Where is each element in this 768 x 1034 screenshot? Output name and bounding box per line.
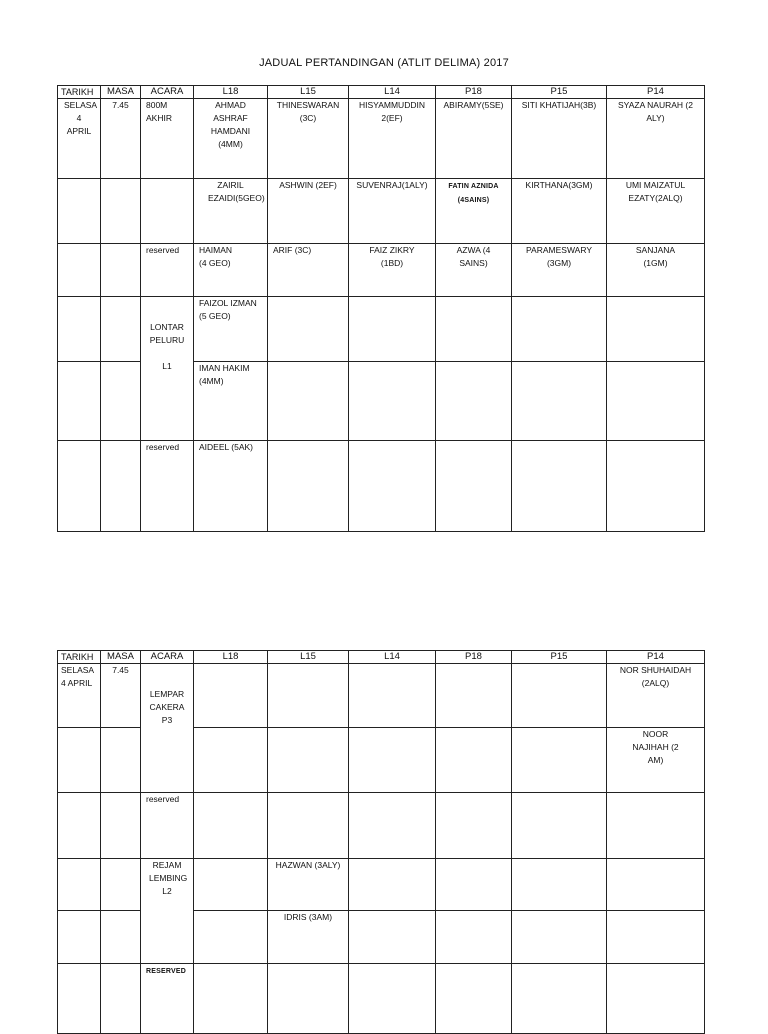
athlete-name: FATIN AZNIDA (4SAINS) bbox=[448, 183, 499, 204]
athlete-cell: THINESWARAN (3C) bbox=[268, 99, 349, 179]
header-row bbox=[58, 86, 705, 99]
athlete-cell: KIRTHANA(3GM) bbox=[512, 179, 607, 244]
table-row bbox=[58, 441, 705, 532]
athlete-cell: HISYAMMUDDIN 2(EF) bbox=[349, 99, 436, 179]
table-row bbox=[58, 179, 705, 244]
schedule-table-2 bbox=[57, 650, 705, 1034]
masa-cell: 7.45 bbox=[101, 664, 141, 728]
athlete-cell: IMAN HAKIM (4MM) bbox=[194, 362, 268, 441]
athlete-cell: ZAIRIL EZAIDI(5GEO) bbox=[194, 179, 268, 244]
reserved-label: RESERVED bbox=[146, 968, 186, 975]
header-p18: P18 bbox=[436, 651, 512, 664]
athlete-cell bbox=[436, 179, 512, 244]
header-p15: P15 bbox=[512, 86, 607, 99]
header-masa: MASA bbox=[101, 651, 141, 664]
athlete-cell: ABIRAMY(5SE) bbox=[436, 99, 512, 179]
athlete-cell: PARAMESWARY (3GM) bbox=[512, 244, 607, 297]
tarikh-cell: SELASA 4 APRIL bbox=[58, 99, 101, 179]
athlete-cell: AHMAD ASHRAF HAMDANI (4MM) bbox=[194, 99, 268, 179]
athlete-cell: HAIMAN (4 GEO) bbox=[194, 244, 268, 297]
athlete-cell: IDRIS (3AM) bbox=[268, 911, 349, 964]
header-l15: L15 bbox=[268, 86, 349, 99]
acara-cell bbox=[141, 297, 194, 441]
header-acara: ACARA bbox=[141, 86, 194, 99]
athlete-cell: NOOR NAJIHAH (2 AM) bbox=[607, 728, 705, 793]
reserved-cell: reserved bbox=[141, 441, 194, 532]
athlete-cell: SITI KHATIJAH(3B) bbox=[512, 99, 607, 179]
header-tarikh: TARIKH bbox=[58, 651, 101, 664]
header-l18: L18 bbox=[194, 651, 268, 664]
athlete-cell: ASHWIN (2EF) bbox=[268, 179, 349, 244]
header-l18: L18 bbox=[194, 86, 268, 99]
athlete-cell: FAIZOL IZMAN (5 GEO) bbox=[194, 297, 268, 362]
athlete-cell: ARIF (3C) bbox=[268, 244, 349, 297]
athlete-cell: NOR SHUHAIDAH (2ALQ) bbox=[607, 664, 705, 728]
reserved-cell: reserved bbox=[141, 793, 194, 859]
header-l14: L14 bbox=[349, 651, 436, 664]
acara-cell: 800M AKHIR bbox=[141, 99, 194, 179]
table-row bbox=[58, 793, 705, 859]
schedule-table-1 bbox=[57, 85, 705, 532]
header-p14: P14 bbox=[607, 651, 705, 664]
header-p18: P18 bbox=[436, 86, 512, 99]
acara-cell bbox=[141, 664, 194, 793]
header-masa: MASA bbox=[101, 86, 141, 99]
acara-label: LEMPAR CAKERA P3 bbox=[149, 689, 185, 725]
masa-cell: 7.45 bbox=[101, 99, 141, 179]
athlete-cell: AIDEEL (5AK) bbox=[194, 441, 268, 532]
table-row bbox=[58, 859, 705, 911]
athlete-cell: SUVENRAJ(1ALY) bbox=[349, 179, 436, 244]
header-tarikh: TARIKH bbox=[58, 86, 101, 99]
athlete-cell: SANJANA (1GM) bbox=[607, 244, 705, 297]
header-row bbox=[58, 651, 705, 664]
athlete-cell: AZWA (4 SAINS) bbox=[436, 244, 512, 297]
header-l14: L14 bbox=[349, 86, 436, 99]
table-row bbox=[58, 244, 705, 297]
athlete-cell: SYAZA NAURAH (2 ALY) bbox=[607, 99, 705, 179]
acara-label: LONTAR PELURU bbox=[149, 322, 185, 345]
athlete-cell: UMI MAIZATUL EZATY(2ALQ) bbox=[607, 179, 705, 244]
acara-cell bbox=[141, 859, 194, 964]
header-acara: ACARA bbox=[141, 651, 194, 664]
reserved-cell bbox=[141, 964, 194, 1034]
header-p14: P14 bbox=[607, 86, 705, 99]
header-l15: L15 bbox=[268, 651, 349, 664]
athlete-cell: HAZWAN (3ALY) bbox=[268, 859, 349, 911]
table-row bbox=[58, 297, 705, 362]
page-title: JADUAL PERTANDINGAN (ATLIT DELIMA) 2017 bbox=[259, 57, 509, 69]
reserved-cell: reserved bbox=[141, 244, 194, 297]
tarikh-cell: SELASA 4 APRIL bbox=[58, 664, 101, 728]
acara-code: L1 bbox=[162, 361, 172, 371]
table-row bbox=[58, 964, 705, 1034]
table-row bbox=[58, 99, 705, 179]
table-row bbox=[58, 664, 705, 728]
acara-label: REJAM LEMBING L2 bbox=[149, 860, 188, 896]
athlete-cell: FAIZ ZIKRY (1BD) bbox=[349, 244, 436, 297]
header-p15: P15 bbox=[512, 651, 607, 664]
